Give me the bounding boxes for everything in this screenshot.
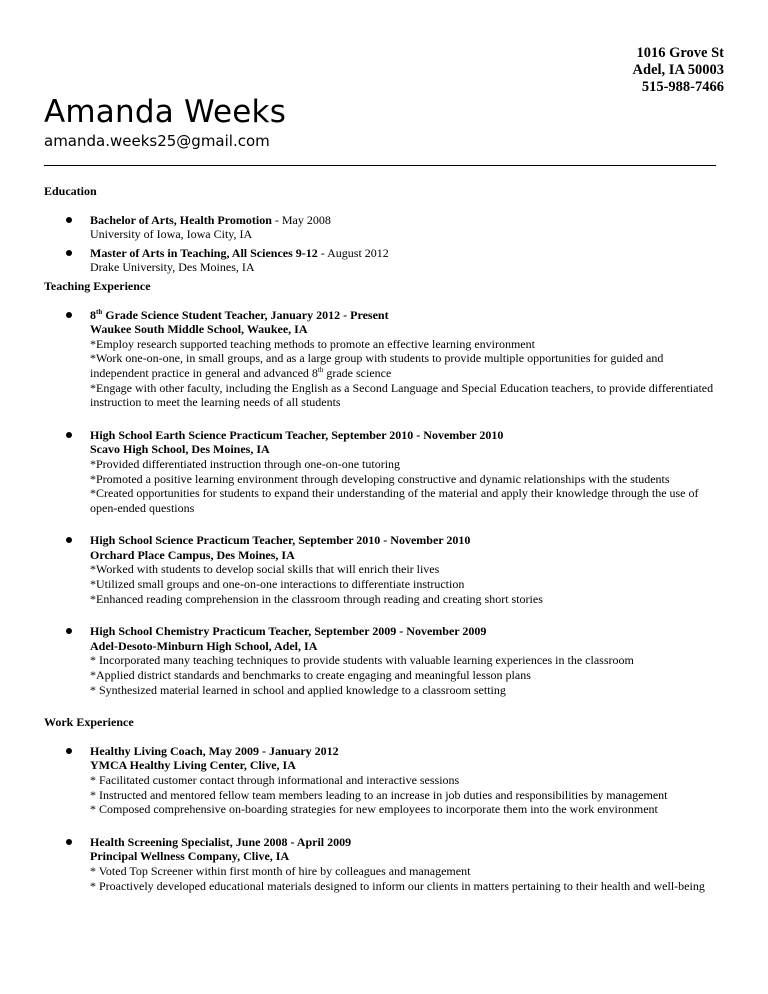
duty-line: *Promoted a positive learning environment through developing constructive and dynamic relationships with the students bbox=[90, 471, 670, 486]
address-street: 1016 Grove St bbox=[636, 45, 724, 61]
section-heading-teaching: Teaching Experience bbox=[44, 278, 151, 293]
employer: Orchard Place Campus, Des Moines, IA bbox=[90, 547, 295, 562]
section-heading-work: Work Experience bbox=[44, 715, 134, 730]
duty-line: * Facilitated customer contact through informational and interactive sessions bbox=[90, 773, 460, 787]
degree-title: Bachelor of Arts, Health Promotion bbox=[90, 212, 272, 227]
employer: Principal Wellness Company, Clive, IA bbox=[90, 849, 290, 864]
duty-line: * Voted Top Screener within first month of hire by colleagues and management bbox=[90, 863, 471, 878]
experience-item bbox=[44, 533, 724, 606]
employer: YMCA Healthy Living Center, Clive, IA bbox=[90, 758, 296, 773]
duty-line: *Utilized small groups and one-on-one interactions to differentiate instruction bbox=[90, 577, 465, 592]
bullet-icon bbox=[66, 537, 72, 543]
employer: Adel-Desoto-Minburn High School, Adel, IA bbox=[90, 638, 318, 653]
bullet-icon bbox=[66, 839, 72, 845]
duty-line: *Provided differentiated instruction through one-on-one tutoring bbox=[90, 456, 401, 471]
bullet-icon bbox=[66, 312, 72, 318]
degree-date: - August 2012 bbox=[317, 245, 389, 260]
resume-body bbox=[44, 184, 724, 911]
candidate-email: amanda.weeks25@gmail.com bbox=[44, 132, 270, 150]
degree-date: - May 2008 bbox=[271, 212, 331, 227]
bullet-icon bbox=[66, 748, 72, 754]
education-item bbox=[44, 246, 724, 275]
address-phone: 515-988-7466 bbox=[641, 79, 724, 95]
duty-line: * Composed comprehensive on-boarding strategies for new employees to incorporate them into the work environment bbox=[90, 802, 658, 817]
duty-line: * Incorporated many teaching techniques to provide students with valuable learning experiences in the classroom bbox=[90, 653, 634, 668]
contact-address bbox=[633, 45, 724, 96]
job-title: 8th Grade Science Student Teacher, January 2012 - Present bbox=[90, 307, 389, 322]
job-title: High School Science Practicum Teacher, September 2010 - November 2010 bbox=[90, 533, 471, 548]
experience-item bbox=[44, 428, 724, 516]
education-list bbox=[44, 213, 724, 275]
candidate-name: Amanda Weeks bbox=[44, 94, 287, 130]
duty-line: *Engage with other faculty, including the English as a Second Language and Special Education teachers, to provide differentiated instruction to meet the learning needs of all students bbox=[90, 380, 714, 410]
bullet-icon bbox=[66, 250, 72, 256]
school-name: Drake University, Des Moines, IA bbox=[90, 260, 255, 275]
job-title: High School Earth Science Practicum Teacher, September 2010 - November 2010 bbox=[90, 427, 504, 442]
section-heading-education: Education bbox=[44, 184, 97, 198]
duty-line: *Applied district standards and benchmarks to create engaging and meaningful lesson plans bbox=[90, 668, 531, 683]
experience-item bbox=[44, 308, 724, 410]
duty-line: * Synthesized material learned in school and applied knowledge to a classroom setting bbox=[90, 682, 506, 697]
job-title: Health Screening Specialist, June 2008 - April 2009 bbox=[90, 834, 352, 849]
duty-line: *Enhanced reading comprehension in the classroom through reading and creating short stories bbox=[90, 591, 543, 606]
address-city: Adel, IA 50003 bbox=[632, 62, 724, 78]
job-title: High School Chemistry Practicum Teacher, September 2009 - November 2009 bbox=[90, 624, 487, 639]
education-item bbox=[44, 213, 724, 242]
experience-item bbox=[44, 835, 724, 893]
header-divider bbox=[44, 165, 716, 166]
teaching-list bbox=[44, 308, 724, 698]
duty-line: *Employ research supported teaching methods to promote an effective learning environment bbox=[90, 336, 535, 351]
duty-line: *Worked with students to develop social skills that will enrich their lives bbox=[90, 562, 440, 577]
work-list bbox=[44, 744, 724, 893]
bullet-icon bbox=[66, 217, 72, 223]
duty-line: * Instructed and mentored fellow team members leading to an increase in job duties and responsibilities by management bbox=[90, 787, 668, 802]
duty-line: *Created opportunities for students to expand their understanding of the material and apply their knowledge through the use of open-ended questions bbox=[90, 486, 699, 515]
duty-line: *Work one-on-one, in small groups, and as a large group with students to provide multiple opportunities for guided and independent practice in general and advanced 8th grade science bbox=[90, 351, 664, 380]
degree-title: Master of Arts in Teaching, All Sciences 9-12 bbox=[90, 245, 318, 260]
experience-item bbox=[44, 624, 724, 697]
school-name: University of Iowa, Iowa City, IA bbox=[90, 227, 253, 242]
employer: Scavo High School, Des Moines, IA bbox=[90, 442, 270, 457]
employer: Waukee South Middle School, Waukee, IA bbox=[90, 322, 308, 337]
duty-line: * Proactively developed educational materials designed to inform our clients in matters pertaining to their health and well-being bbox=[90, 878, 705, 893]
job-title: Healthy Living Coach, May 2009 - January 2012 bbox=[90, 743, 339, 758]
experience-item bbox=[44, 744, 724, 817]
bullet-icon bbox=[66, 628, 72, 634]
bullet-icon bbox=[66, 432, 72, 438]
